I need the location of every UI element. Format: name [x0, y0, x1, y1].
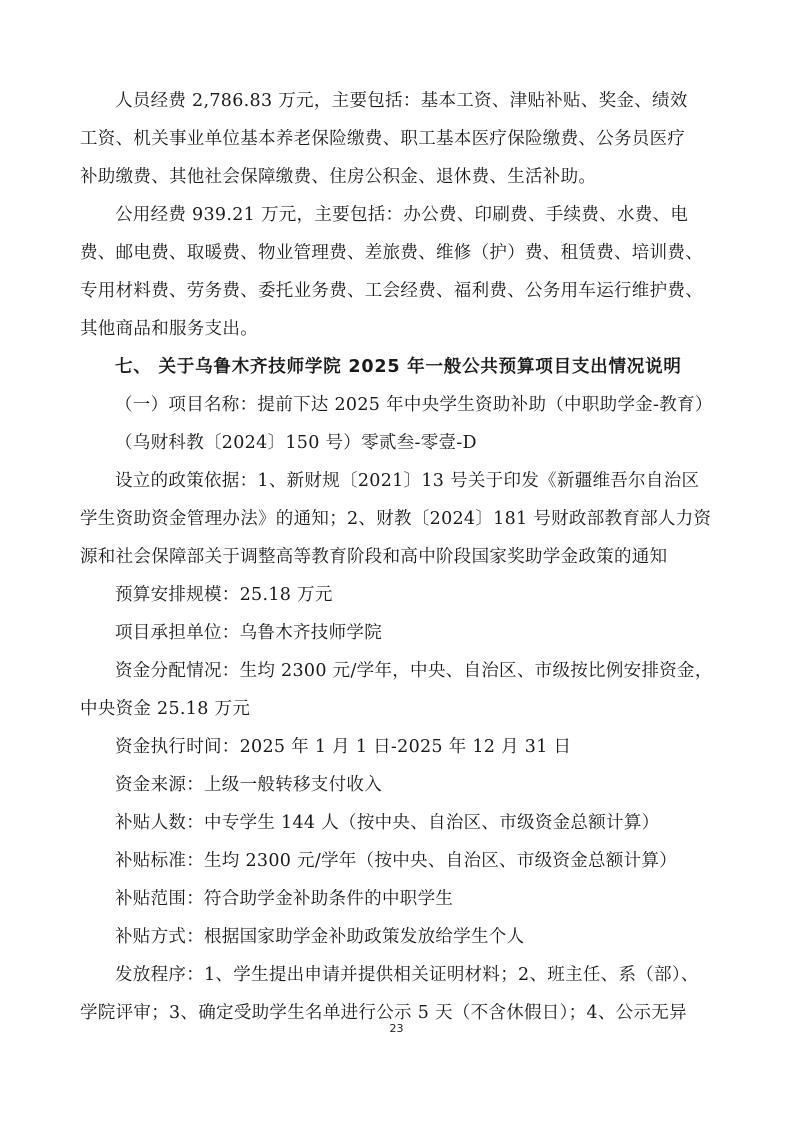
procedure-line-2: 学院评审；3、确定受助学生名单进行公示 5 天（不含休假日）；4、公示无异 — [80, 1003, 687, 1023]
public-expense-line-3: 专用材料费、劳务费、委托业务费、工会经费、福利费、公务用车运行维护费、 — [80, 281, 703, 301]
personnel-expense-line-1: 人员经费 2,786.83 万元，主要包括：基本工资、津贴补贴、奖金、绩效 — [115, 91, 688, 111]
project-name-line-2: （乌财科教〔2024〕150 号）零贰叁-零壹-D — [115, 433, 477, 453]
subsidy-scope: 补贴范围：符合助学金补助条件的中职学生 — [115, 889, 454, 909]
undertaking-unit: 项目承担单位：乌鲁木齐技师学院 — [115, 623, 382, 643]
public-expense-line-1: 公用经费 939.21 万元，主要包括：办公费、印刷费、手续费、水费、电 — [115, 205, 689, 225]
execution-time: 资金执行时间：2025 年 1 月 1 日-2025 年 12 月 31 日 — [115, 737, 572, 757]
project-name-line-1: （一）项目名称：提前下达 2025 年中央学生资助补助（中职助学金-教育） — [115, 395, 713, 415]
subsidy-count: 补贴人数：中专学生 144 人（按中央、自治区、市级资金总额计算） — [115, 813, 660, 833]
public-expense-line-2: 费、邮电费、取暖费、物业管理费、差旅费、维修（护）费、租赁费、培训费、 — [80, 243, 703, 263]
subsidy-standard: 补贴标准：生均 2300 元/学年（按中央、自治区、市级资金总额计算） — [115, 851, 678, 871]
procedure-line-1: 发放程序：1、学生提出申请并提供相关证明材料；2、班主任、系（部）、 — [115, 965, 699, 985]
policy-basis-line-3: 源和社会保障部关于调整高等教育阶段和高中阶段国家奖助学金政策的通知 — [80, 547, 668, 567]
personnel-expense-line-2: 工资、机关事业单位基本养老保险缴费、职工基本医疗保险缴费、公务员医疗 — [80, 129, 686, 149]
personnel-expense-line-3: 补助缴费、其他社会保障缴费、住房公积金、退休费、生活补助。 — [80, 167, 597, 187]
policy-basis-line-2: 学生资助资金管理办法》的通知；2、财教〔2024〕181 号财政部教育部人力资 — [80, 509, 712, 529]
budget-scale: 预算安排规模：25.18 万元 — [115, 585, 333, 605]
allocation-line-1: 资金分配情况：生均 2300 元/学年，中央、自治区、市级按比例安排资金， — [115, 661, 713, 681]
allocation-line-2: 中央资金 25.18 万元 — [80, 699, 251, 719]
policy-basis-line-1: 设立的政策依据：1、新财规〔2021〕13 号关于印发《新疆维吾尔自治区 — [115, 471, 700, 491]
subsidy-method: 补贴方式：根据国家助学金补助政策发放给学生个人 — [115, 927, 525, 947]
document-body — [80, 82, 720, 1032]
section-heading: 七、 关于乌鲁木齐技师学院 2025 年一般公共预算项目支出情况说明 — [115, 357, 682, 377]
page-number: 23 — [389, 1022, 404, 1035]
fund-source: 资金来源：上级一般转移支付收入 — [115, 775, 382, 795]
public-expense-line-4: 其他商品和服务支出。 — [80, 319, 258, 339]
